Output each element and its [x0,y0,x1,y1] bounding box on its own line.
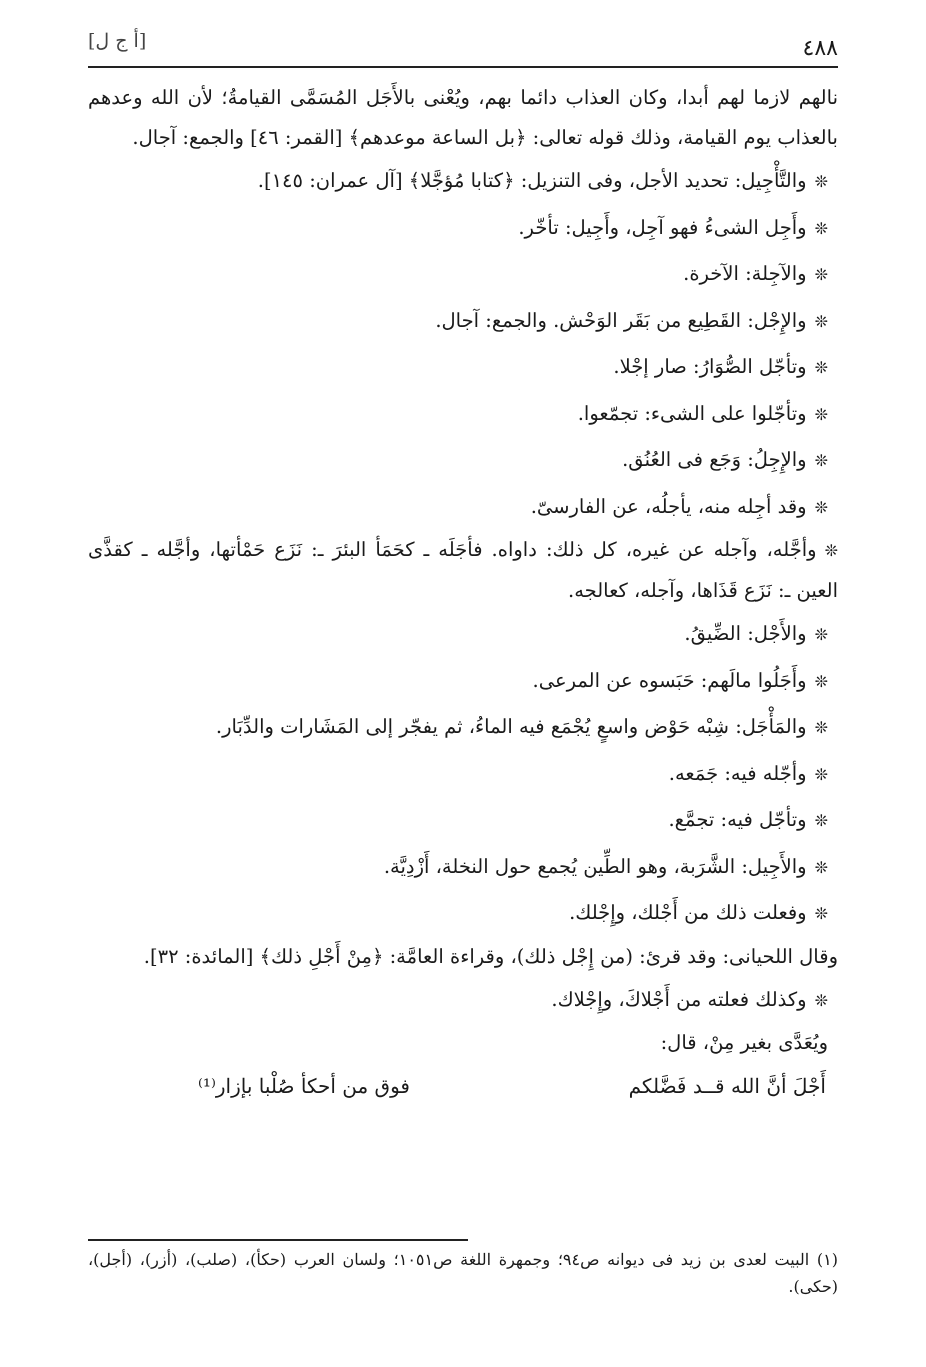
asterisk-icon: ❊ [814,404,828,424]
entry-taajjalu [88,391,838,438]
entry-text: والأَجْل: الضِّيقُ. [684,622,807,645]
verse-second-hemistich: فوق من أحكأ صُلْبا بإزار⁽¹⁾ [198,1074,410,1098]
entry-majal [88,704,838,751]
entry-ajilahu [88,484,838,531]
entry-min-ajlik [88,890,838,937]
entry-tajil [88,158,838,205]
entry-ajl-dayq [88,611,838,658]
entry-text: وكذلك فعلته من أَجْلاكَ، وإِجْلاك. [551,987,807,1011]
asterisk-icon: ❊ [824,541,838,560]
asterisk-icon: ❊ [814,497,828,517]
entry-ijil [88,437,838,484]
footnote-rule [88,1239,468,1241]
entry-ajila [88,251,838,298]
asterisk-icon: ❊ [814,857,828,877]
header-rule [88,66,838,68]
entry-ajlaka [88,977,838,1024]
asterisk-icon: ❊ [814,764,828,784]
asterisk-icon: ❊ [814,811,828,830]
entry-text: والإِجْل: القَطِيع من بَقَر الوَحْش. والجمع: آجال. [435,308,807,332]
entry-ajjalahu [88,530,838,611]
usage-line: ويُعَدَّى بغير مِنْ، قال: [660,1031,828,1054]
entry-text: والتَّأْجِيل: تحديد الأجل، وفى التنزيل: ﴿كتابا مُؤجَّلا﴾ [آل عمران: ١٤٥]. [257,169,807,192]
entry-text: وتأجّل الصُّوَارُ: صار إجْلا. [613,355,807,378]
entry-text: وأجّله فيه: جَمَعه. [668,761,807,785]
intro-paragraph: نالهم لازما لهم أبدا، وكان العذاب دائما بهم، ويُعْنى بالأَجَل المُسَمَّى القيامةُ؛ لأن الله وعدهم بالعذاب يوم القيامة، وذلك قوله تعالى: ﴿بل الساعة موعدهم﴾ [القمر: ٤٦] والجمع: آجال. [88,86,838,149]
asterisk-icon: ❊ [814,265,828,284]
entry-text: وقد أجِله منه، يأجلُه، عن الفارسىّ. [530,494,807,518]
page-number: ٤٨٨ [802,36,838,61]
asterisk-icon: ❊ [814,172,828,191]
asterisk-icon: ❊ [814,358,828,377]
asterisk-icon: ❊ [814,451,828,470]
page-header [88,22,838,62]
entry-ajalu [88,658,838,705]
entry-text: وتأجّلوا على الشىء: تجمّعوا. [577,401,807,425]
entry-ajil [88,205,838,252]
entry-ajil-sharaba [88,844,838,891]
asterisk-icon: ❊ [814,990,828,1010]
footnote: (١) البيت لعدى بن زيد فى ديوانه ص٩٤؛ وجمهرة اللغة ص١٠٥١؛ ولسان العرب (حكأ)، (صلب)، (أزر)، (أجل)، (حكى). [88,1250,838,1296]
entry-text: وأَجِل الشىءُ فهو آجِل، وأَجِيل: تأخّر. [518,215,807,239]
entry-text: وتأجّل فيه: تجمَّع. [668,808,807,831]
entry-text: والإِجِلُ: وَجَع فى العُنُق. [622,448,807,471]
entry-text: والآجِلة: الآخرة. [683,262,807,285]
asterisk-icon: ❊ [814,625,828,644]
asterisk-icon: ❊ [814,311,828,331]
entry-text: وأجَّله، وآجله عن غيره، كل ذلك: داواه. فأجَلَه ـ كحَمَأ البئرَ ـ: نَزَع حَمْأتها، وأجَّله ـ كقذَّى العين ـ: نَزَع قَذَاها، وآجله، كعالجه. [88,538,838,602]
entry-ijl [88,298,838,345]
entry-text: والمَأْجَل: شِبْه حَوْض واسعٍ يُجْمَع فيه الماءُ، ثم يفجّر إلى المَشَارات والدِّبَار. [215,715,807,738]
poetry-verse [88,1063,838,1109]
verse-first-hemistich: أَجْلَ أنَّ الله قــد فَضَّلكم [628,1074,826,1098]
entry-text: وفعلت ذلك من أَجْلك، وإِجْلك. [569,901,807,924]
entry-taajjal-suwar [88,344,838,391]
asterisk-icon: ❊ [814,904,828,923]
entry-text: والأَجِيل: الشَّرَبة، وهو الطِّين يُجمع حول النخلة، أَزْدِيَّة. [383,854,807,878]
asterisk-icon: ❊ [814,218,828,238]
root-heading: [أ ج ل] [88,30,147,52]
entry-ajjalahu-fihi [88,751,838,798]
entry-text: وأَجَلُوا مالَهم: حَبَسوه عن المرعى. [532,668,807,692]
asterisk-icon: ❊ [814,718,828,737]
asterisk-icon: ❊ [814,671,828,691]
lihyani-paragraph: وقال اللحيانى: وقد قرئ: (من إِجْل ذلك)، وقراءة العامَّة: ﴿مِنْ أَجْلِ ذلك﴾ [المائدة: ٣٢]. [143,944,838,968]
page-body [88,78,838,1109]
entry-taajjal-fihi [88,797,838,844]
